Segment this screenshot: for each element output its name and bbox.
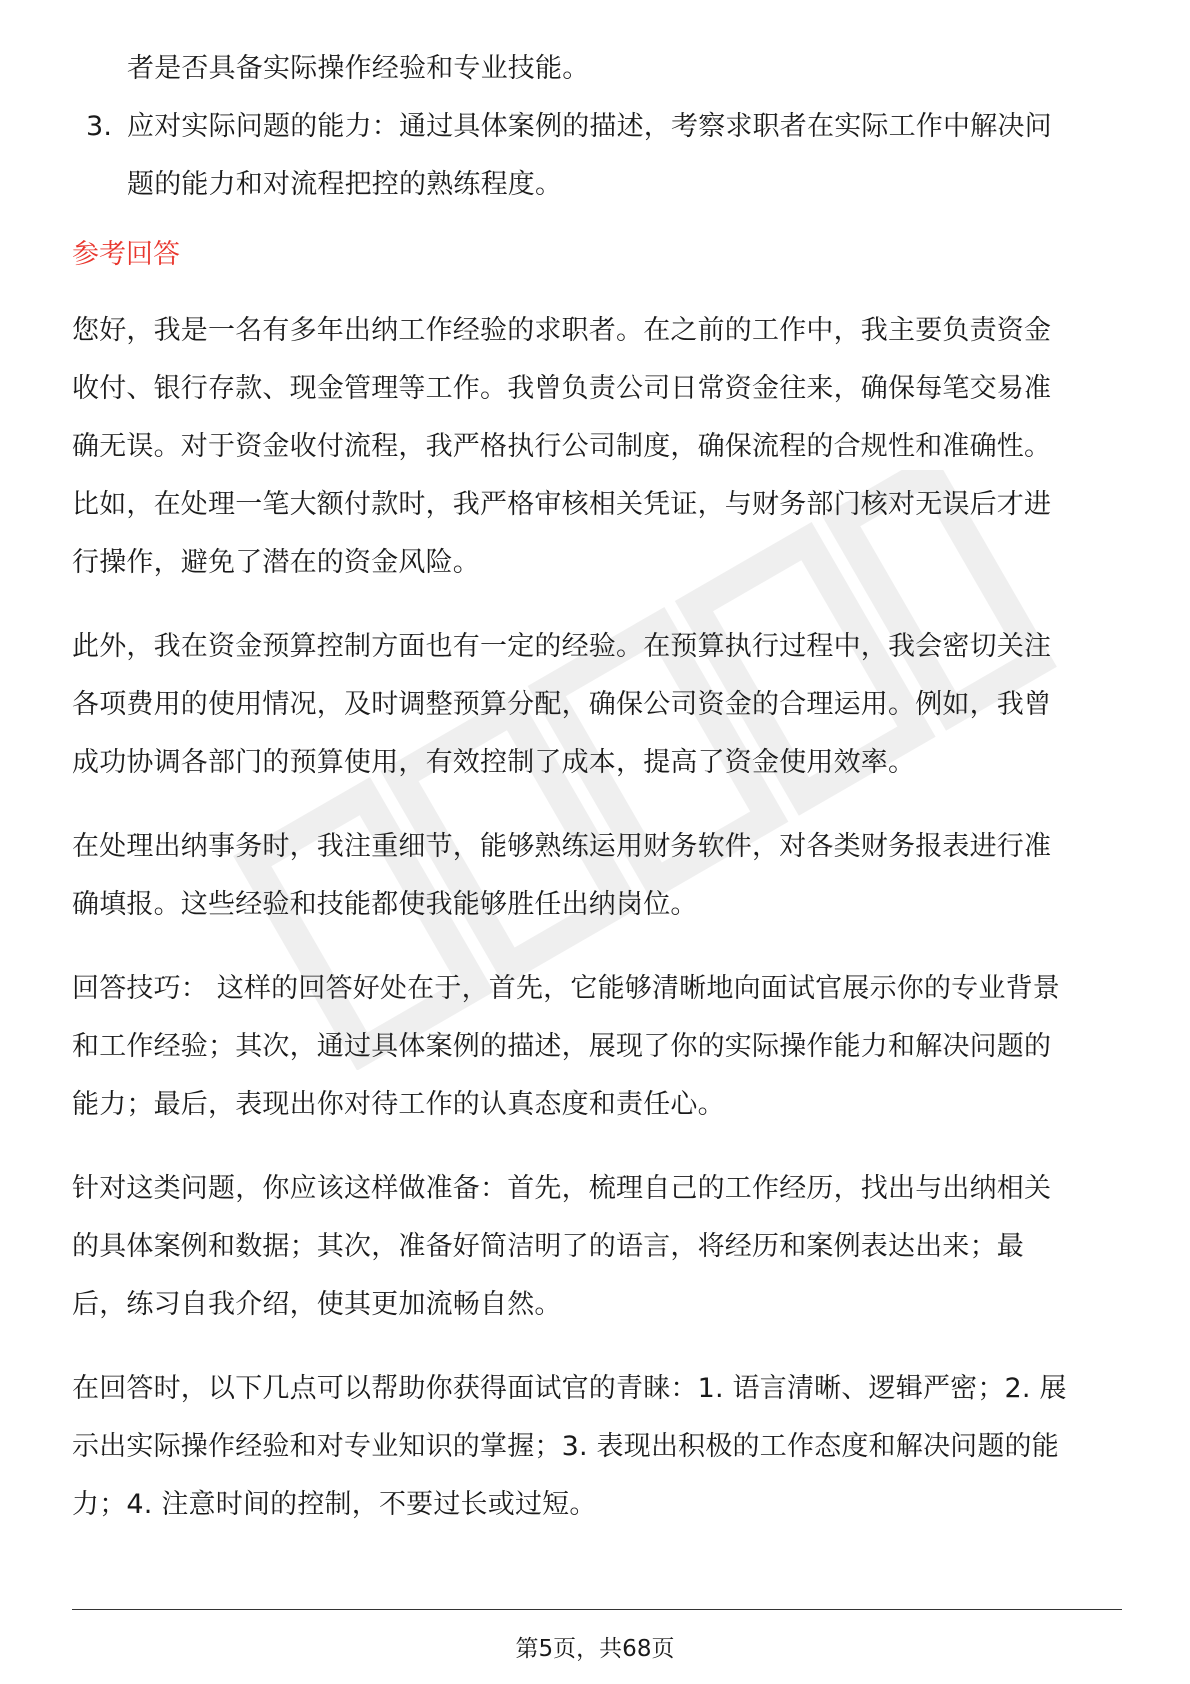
page-number: 第5页，共68页: [515, 1636, 675, 1662]
paragraph-line: 能力；最后，表现出你对待工作的认真态度和责任心。: [72, 1089, 725, 1120]
paragraph-line: 收付、银行存款、现金管理等工作。我曾负责公司日常资金往来，确保每笔交易准: [72, 373, 1052, 404]
list-item-line: 题的能力和对流程把控的熟练程度。: [127, 169, 563, 200]
paragraph-line: 的具体案例和数据；其次，准备好简洁明了的语言，将经历和案例表达出来；最: [72, 1231, 1024, 1262]
paragraph-3: [72, 818, 1122, 934]
paragraph-line: 在处理出纳事务时，我注重细节，能够熟练运用财务软件，对各类财务报表进行准: [72, 831, 1052, 862]
paragraph-line: 确无误。对于资金收付流程，我严格执行公司制度，确保流程的合规性和准确性。: [72, 431, 1052, 462]
paragraph-line: 此外，我在资金预算控制方面也有一定的经验。在预算执行过程中，我会密切关注: [72, 631, 1052, 662]
paragraph-1: [72, 302, 1122, 592]
paragraph-5: [72, 1160, 1122, 1334]
paragraph-line: 后，练习自我介绍，使其更加流畅自然。: [72, 1289, 562, 1320]
paragraph-line: 确填报。这些经验和技能都使我能够胜任出纳岗位。: [72, 889, 698, 920]
paragraph-line: 您好，我是一名有多年出纳工作经验的求职者。在之前的工作中，我主要负责资金: [72, 315, 1052, 346]
list-item-continuation: 者是否具备实际操作经验和专业技能。: [127, 53, 590, 84]
paragraph-line: 行操作，避免了潜在的资金风险。: [72, 547, 480, 578]
list-item-line: 应对实际问题的能力：通过具体案例的描述，考察求职者在实际工作中解决问: [127, 111, 1052, 142]
paragraph-line: 和工作经验；其次，通过具体案例的描述，展现了你的实际操作能力和解决问题的: [72, 1031, 1052, 1062]
content-area: [72, 40, 1122, 1560]
paragraph-line: 示出实际操作经验和对专业知识的掌握；3. 表现出积极的工作态度和解决问题的能: [72, 1431, 1059, 1462]
paragraph-4: [72, 960, 1122, 1134]
list-number: 3.: [86, 111, 113, 142]
paragraph-line: 针对这类问题，你应该这样做准备：首先，梳理自己的工作经历，找出与出纳相关: [72, 1173, 1052, 1204]
list-item-3: [72, 98, 1122, 214]
paragraph-line: 比如，在处理一笔大额付款时，我严格审核相关凭证，与财务部门核对无误后才进: [72, 489, 1052, 520]
paragraph-line: 力；4. 注意时间的控制，不要过长或过短。: [72, 1489, 597, 1520]
footer-divider: [72, 1609, 1122, 1610]
paragraph-2: [72, 618, 1122, 792]
paragraph-line: 在回答时，以下几点可以帮助你获得面试官的青睐：1. 语言清晰、逻辑严密；2. 展: [72, 1373, 1067, 1404]
paragraph-6: [72, 1360, 1122, 1534]
paragraph-line: 各项费用的使用情况，及时调整预算分配，确保公司资金的合理运用。例如，我曾: [72, 689, 1052, 720]
paragraph-line: 回答技巧： 这样的回答好处在于，首先，它能够清晰地向面试官展示你的专业背景: [72, 973, 1060, 1004]
paragraph-line: 成功协调各部门的预算使用，有效控制了成本，提高了资金使用效率。: [72, 747, 916, 778]
section-title-reference-answer: 参考回答: [72, 239, 180, 270]
